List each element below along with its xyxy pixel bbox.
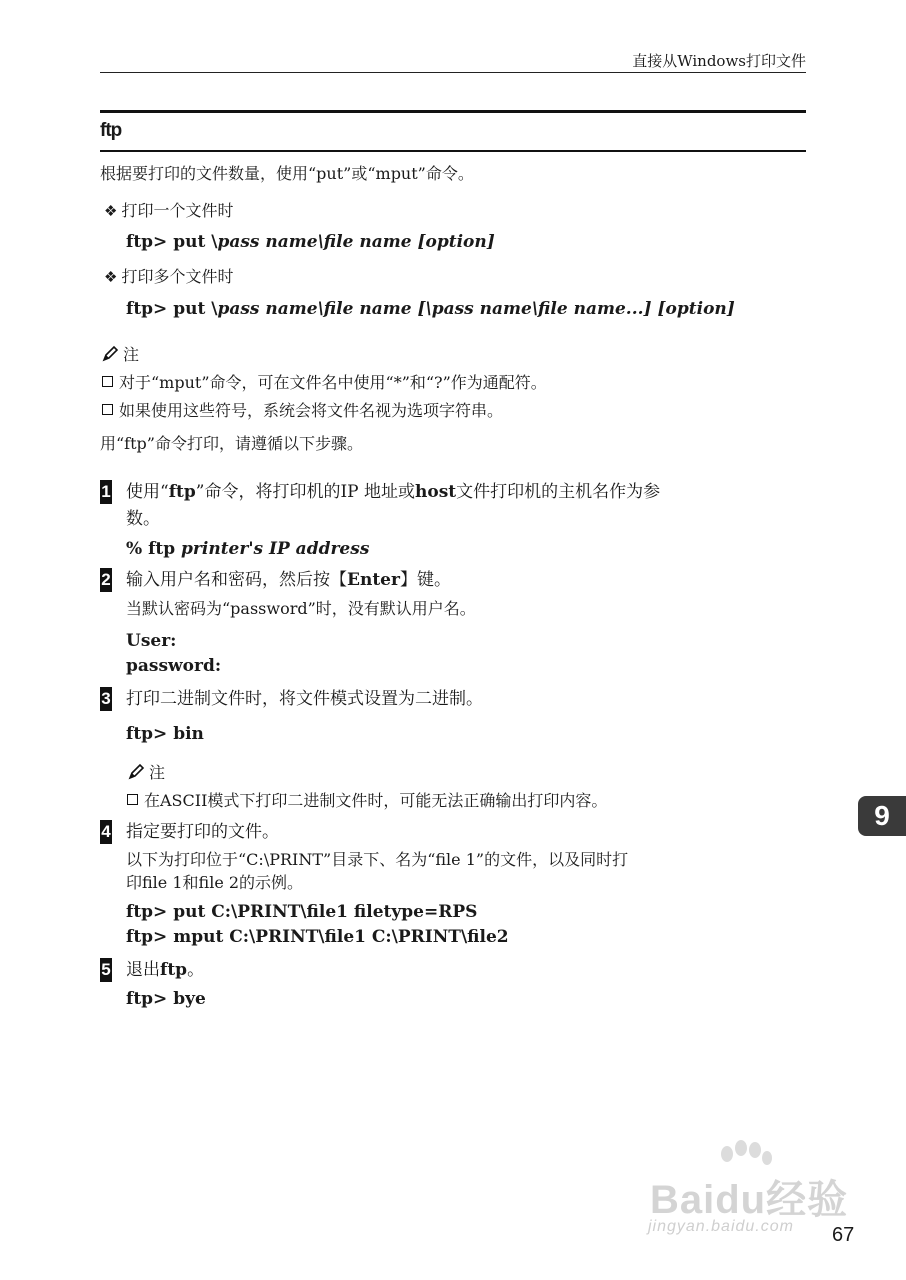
step-3-note-item: 在ASCII模式下打印二进制文件时，可能无法正确输出打印内容。 — [127, 791, 607, 811]
step-number-5: 5 — [100, 958, 112, 982]
step-1-title-cont: 数。 — [126, 509, 160, 529]
step-4-desc-1: 以下为打印位于“C:\PRINT”目录下、名为“file 1”的文件，以及同时打 — [126, 850, 629, 869]
section-title: ftp — [100, 120, 122, 141]
case-one-label: 打印一个文件时 — [121, 201, 234, 220]
header-rule — [100, 72, 806, 73]
step-1-title: 使用“ftp”命令，将打印机的IP 地址或host文件打印机的主机名作为参 — [126, 482, 661, 502]
steps-intro: 用“ftp”命令打印，请遵循以下步骤。 — [100, 434, 363, 453]
note-item: 如果使用这些符号，系统会将文件名视为选项字符串。 — [102, 401, 503, 421]
baidu-watermark: Baidu经验 jingyan.baidu.com — [640, 1140, 850, 1240]
step-5-title: 退出ftp。 — [126, 960, 205, 980]
step-2-desc: 当默认密码为“password”时，没有默认用户名。 — [126, 599, 476, 618]
pencil-note-icon — [101, 345, 119, 368]
page-number: 67 — [832, 1224, 855, 1246]
step-2-title: 输入用户名和密码，然后按【Enter】键。 — [126, 570, 451, 590]
step-3-title: 打印二进制文件时，将文件模式设置为二进制。 — [126, 689, 483, 709]
step-1-command: % ftp printer's IP address — [126, 539, 370, 559]
step-number-2: 2 — [100, 568, 112, 592]
pencil-note-icon — [127, 763, 145, 786]
checkbox-bullet-icon — [127, 794, 138, 805]
step-2-code-user: User: — [126, 631, 177, 651]
case-two-command: ftp> put \pass name\file name [\pass name\file name...] [option] — [126, 299, 735, 319]
step-3-note-heading: 注 — [127, 763, 165, 786]
step-2-code-password: password: — [126, 656, 222, 676]
section-rule-top — [100, 110, 806, 113]
section-rule-bottom — [100, 150, 806, 152]
step-number-4: 4 — [100, 820, 112, 844]
note-item: 对于“mput”命令，可在文件名中使用“*”和“?”作为通配符。 — [102, 373, 547, 393]
step-number-1: 1 — [100, 480, 112, 504]
checkbox-bullet-icon — [102, 376, 113, 387]
step-4-code-1: ftp> put C:\PRINT\file1 filetype=RPS — [126, 902, 478, 922]
case-one-command: ftp> put \pass name\file name [option] — [126, 232, 495, 252]
case-one — [104, 201, 233, 221]
step-5-code: ftp> bye — [126, 989, 206, 1009]
diamond-bullet-icon: ❖ — [104, 202, 118, 220]
step-number-3: 3 — [100, 687, 112, 711]
note-heading: 注 — [101, 345, 139, 368]
case-two — [104, 267, 233, 287]
section-intro: 根据要打印的文件数量，使用“put”或“mput”命令。 — [100, 164, 474, 183]
diamond-bullet-icon: ❖ — [104, 268, 118, 286]
chapter-tab: 9 — [858, 796, 906, 836]
running-header: 直接从Windows打印文件 — [632, 52, 806, 70]
step-3-code: ftp> bin — [126, 724, 204, 744]
checkbox-bullet-icon — [102, 404, 113, 415]
step-4-code-2: ftp> mput C:\PRINT\file1 C:\PRINT\file2 — [126, 927, 509, 947]
step-4-title: 指定要打印的文件。 — [126, 822, 279, 842]
step-4-desc-2: 印file 1和file 2的示例。 — [126, 873, 304, 892]
case-two-label: 打印多个文件时 — [121, 267, 234, 286]
